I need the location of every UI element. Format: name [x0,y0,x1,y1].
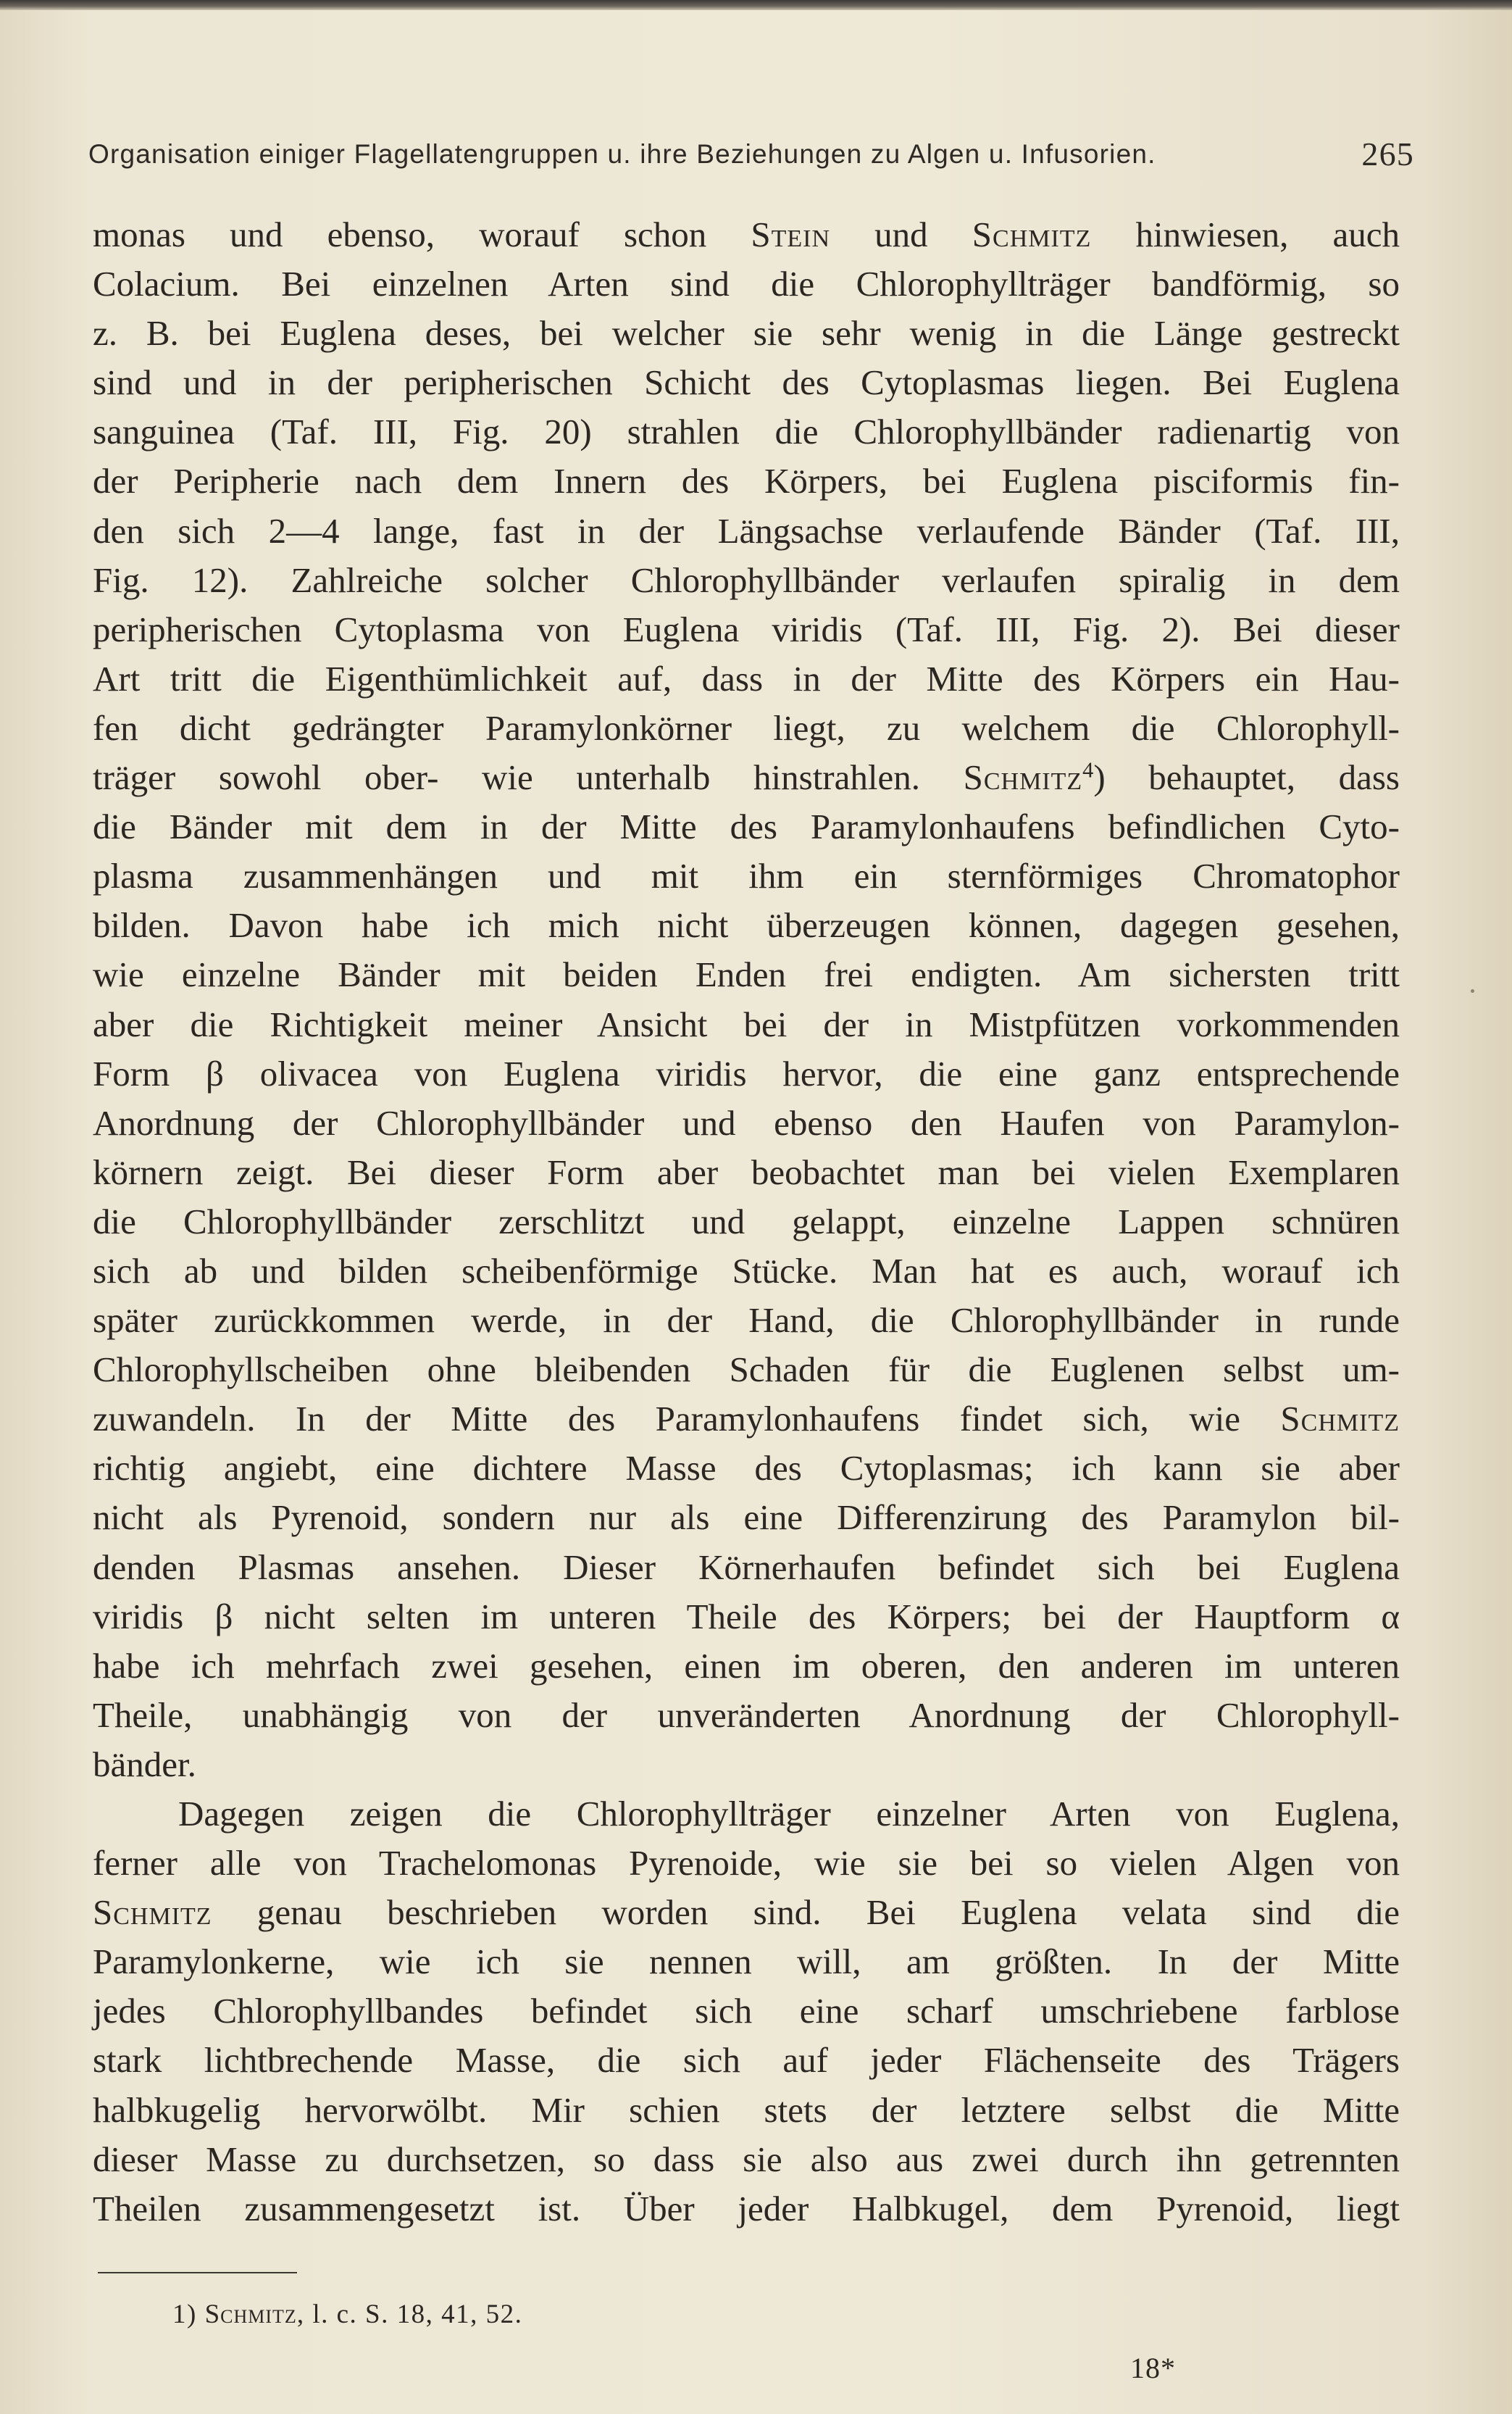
text-line: sind und in der peripherischen Schicht des Cytoplasmas liegen. Bei Euglena [93,362,1400,403]
footnote-marker: 1) [172,2299,197,2329]
text-line: nicht als Pyrenoid, sondern nur als eine Differenzirung des Paramylon bil- [93,1497,1400,1538]
text-line: dieser Masse zu durchsetzen, so dass sie also aus zwei durch ihn getrennten [93,2139,1400,2179]
text-line: habe ich mehrfach zwei gesehen, einen im oberen, den anderen im unteren [93,1645,1400,1686]
text-line: Colacium. Bei einzelnen Arten sind die Chlorophyllträger bandförmig, so [93,264,1400,304]
text-line: jedes Chlorophyllbandes befindet sich eine scharf umschriebene farblose [93,1991,1400,2031]
text-line: ferner alle von Trachelomonas Pyrenoide, wie sie bei so vielen Algen von [93,1843,1400,1884]
running-header [88,135,1414,178]
text-line: sanguinea (Taf. III, Fig. 20) strahlen die Chlorophyllbänder radienartig von [93,412,1400,452]
footnote-rule [98,2272,297,2273]
author-name: Schmitz [963,757,1083,798]
author-name: Schmitz [93,1892,212,1933]
text-line: Form β olivacea von Euglena viridis hervor, die eine ganz entsprechende [93,1053,1400,1094]
running-title: Organisation einiger Flagellatengruppen u. ihre Beziehungen zu Algen u. Infusorien. [88,139,1156,169]
text-line: wie einzelne Bänder mit beiden Enden frei endigten. Am sichersten tritt [93,954,1400,995]
page-number: 265 [1361,136,1414,172]
main-text [93,210,1400,2234]
text-line: bänder. [93,1744,196,1784]
text-line: viridis β nicht selten im unteren Theile des Körpers; bei der Hauptform α [93,1596,1400,1636]
author-name: Stein [751,215,831,254]
text-line: peripherischen Cytoplasma von Euglena viridis (Taf. III, Fig. 2). Bei dieser [93,609,1400,649]
paper-speck [1471,989,1474,993]
text-line: die Bänder mit dem in der Mitte des Paramylonhaufens befindlichen Cyto- [93,807,1400,847]
text-line: Fig. 12). Zahlreiche solcher Chlorophyllbänder verlaufen spiralig in dem [93,559,1400,600]
signature-mark: 18* [1130,2352,1176,2384]
text-line: Theile, unabhängig von der unveränderten Anordnung der Chlorophyll- [93,1694,1400,1735]
text-line: denden Plasmas ansehen. Dieser Körnerhaufen befindet sich bei Euglena [93,1547,1400,1587]
text-line: den sich 2—4 lange, fast in der Längsachse verlaufende Bänder (Taf. III, [93,510,1400,551]
author-name: Schmitz [1280,1399,1400,1439]
text-line: die Chlorophyllbänder zerschlitzt und gelappt, einzelne Lappen schnüren [93,1201,1400,1241]
text-line: sich ab und bilden scheibenförmige Stücke. Man hat es auch, worauf ich [93,1250,1400,1291]
text-line: monas und ebenso, worauf schon Stein und Schmitz hinwiesen, auch [93,215,1400,254]
text-line: zuwandeln. In der Mitte des Paramylonhaufens findet sich, wie Schmitz [93,1399,1400,1439]
text-line: Anordnung der Chlorophyllbänder und ebenso den Haufen von Paramylon- [93,1102,1400,1143]
text-line: z. B. bei Euglena deses, bei welcher sie sehr wenig in die Länge gestreckt [93,313,1400,354]
text-line: Schmitz genau beschrieben worden sind. Bei Euglena velata sind die [93,1892,1400,1933]
footnote [172,2299,522,2330]
text-line: halbkugelig hervorwölbt. Mir schien stets der letztere selbst die Mitte [93,2089,1400,2130]
text-line: stark lichtbrechende Masse, die sich auf jeder Flächenseite des Trägers [93,2040,1400,2081]
page-top-edge [0,0,1512,10]
text-line: körnern zeigt. Bei dieser Form aber beobachtet man bei vielen Exemplaren [93,1152,1400,1192]
footnote-ref: 4 [1082,757,1094,783]
text-line: später zurückkommen werde, in der Hand, die Chlorophyllbänder in runde [93,1300,1400,1341]
text-line: träger sowohl ober- wie unterhalb hinstrahlen. Schmitz$^4$) behauptet, dass [93,757,1400,798]
footnote-author: Schmitz [204,2299,297,2329]
text-line: bilden. Davon habe ich mich nicht überzeugen können, dagegen gesehen, [93,905,1400,946]
paragraph-first-line: Dagegen zeigen die Chlorophyllträger einzelner Arten von Euglena, [178,1794,1400,1834]
footnote-text: , l. c. S. 18, 41, 52. [296,2299,523,2329]
text-line: fen dicht gedrängter Paramylonkörner liegt, zu welchem die Chlorophyll- [93,707,1400,748]
text-line: Art tritt die Eigenthümlichkeit auf, dass in der Mitte des Körpers ein Hau- [93,658,1400,699]
text-line: der Peripherie nach dem Innern des Körpers, bei Euglena pisciformis fin- [93,461,1400,501]
text-line: Paramylonkerne, wie ich sie nennen will, am größten. In der Mitte [93,1941,1400,1982]
text-line: aber die Richtigkeit meiner Ansicht bei der in Mistpfützen vorkommenden [93,1004,1400,1044]
text-line: richtig angiebt, eine dichtere Masse des Cytoplasmas; ich kann sie aber [93,1448,1400,1489]
text-line: plasma zusammenhängen und mit ihm ein sternförmiges Chromatophor [93,856,1400,896]
author-name: Schmitz [972,215,1092,254]
text-line: Chlorophyllscheiben ohne bleibenden Schaden für die Euglenen selbst um- [93,1349,1400,1390]
text-line: Theilen zusammengesetzt ist. Über jeder Halbkugel, dem Pyrenoid, liegt [93,2188,1400,2228]
